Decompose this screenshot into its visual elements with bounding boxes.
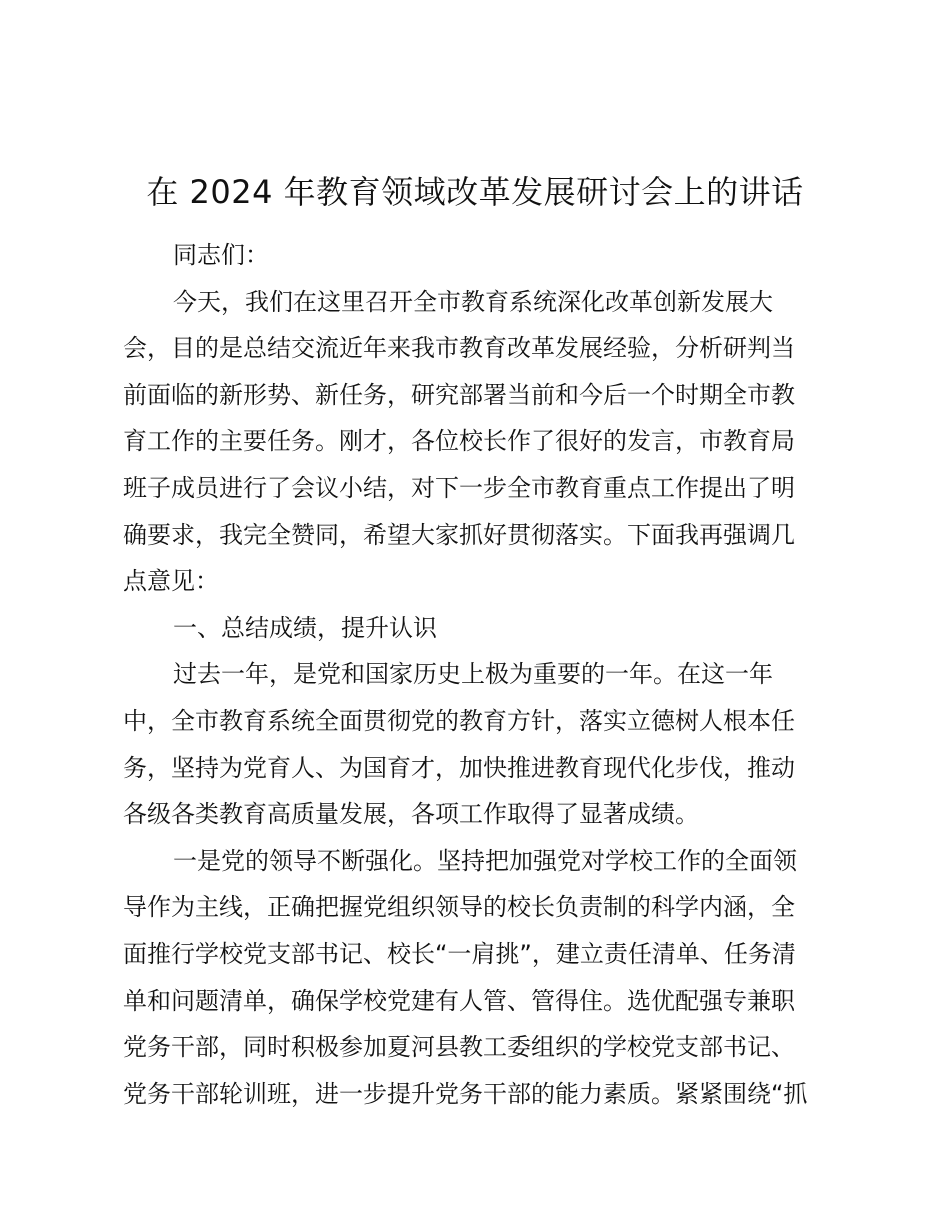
section-heading-text: 一、总结成绩，提升认识 [173,613,437,642]
paragraph-intro [123,279,833,605]
text-line: 中，全市教育系统全面贯彻党的教育方针，落实立德树人根本任 [123,706,795,735]
document-title: 在 2024 年教育领域改革发展研讨会上的讲话 [146,173,804,211]
text-line: 点意见： [123,567,219,596]
text-line: 今天，我们在这里召开全市教育系统深化改革创新发展大 [173,287,773,316]
text-line: 各级各类教育高质量发展，各项工作取得了显著成绩。 [123,800,699,829]
paragraph-review [123,651,833,837]
section-heading [123,605,833,652]
text-line: 班子成员进行了会议小结，对下一步全市教育重点工作提出了明 [123,473,795,502]
text-line: 确要求，我完全赞同，希望大家抓好贯彻落实。下面我再强调几 [123,520,795,549]
text-line: 过去一年，是党和国家历史上极为重要的一年。在这一年 [173,660,773,689]
text-line: 一是党的领导不断强化。坚持把加强党对学校工作的全面领 [173,846,797,875]
text-line: 党务干部，同时积极参加夏河县教工委组织的学校党支部书记、 [123,1033,795,1062]
text-line: 导作为主线，正确把握党组织领导的校长负责制的科学内涵，全 [123,893,795,922]
text-line: 育工作的主要任务。刚才，各位校长作了很好的发言，市教育局 [123,427,795,456]
document-body [123,232,833,1117]
text-line: 务，坚持为党育人、为国育才，加快推进教育现代化步伐，推动 [123,753,795,782]
text-line: 单和问题清单，确保学校党建有人管、管得住。选优配强专兼职 [123,986,795,1015]
text-line: 会，目的是总结交流近年来我市教育改革发展经验，分析研判当 [123,334,795,363]
paragraph-party-leadership [123,838,833,1118]
text-line: 前面临的新形势、新任务，研究部署当前和今后一个时期全市教 [123,380,795,409]
text-line: 党务干部轮训班，进一步提升党务干部的能力素质。紧紧围绕“抓 [123,1079,808,1108]
greeting-line: 同志们： [173,241,269,269]
text-line: 面推行学校党支部书记、校长“一肩挑”，建立责任清单、任务清 [123,939,796,968]
